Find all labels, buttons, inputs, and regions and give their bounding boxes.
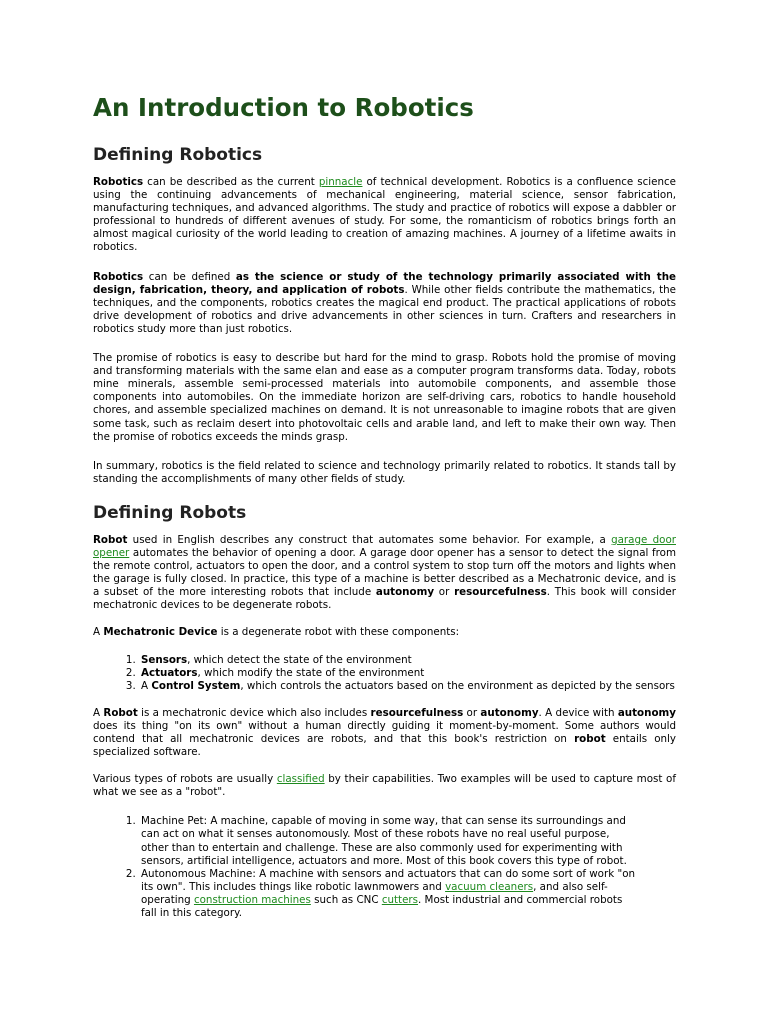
robot-types-list xyxy=(93,815,676,920)
bold-term: autonomy xyxy=(375,586,435,599)
section-heading-defining-robots: Defining Robots xyxy=(93,502,247,523)
link-classified[interactable]: classified xyxy=(276,773,325,786)
bold-term: Robotics xyxy=(93,176,144,188)
paragraph: The promise of robotics is easy to describe but hard for the mind to grasp. Robots hold the promise of moving and transforming materials with the same elan and ease as a computer program transforms data. Today, robots mine minerals, assemble semi-processed materials into automobile components, and assemble those components into automobiles. On the immediate horizon are self-driving cars, robotics to handle household chores, and assemble specialized machines on demand. It is not unreasonable to imagine robots that are given some task, such as reclaim desert into photovoltaic cells and arable land, and left to make their own way. Then the promise of robotics exceeds the minds grasp. xyxy=(93,352,676,443)
paragraph: A Mechatronic Device is a degenerate robot with these components: xyxy=(93,626,460,639)
section-heading-defining-robotics: Defining Robotics xyxy=(93,145,263,165)
list-item: 1. Machine Pet: A machine, capable of moving in some way, that can sense its surroundings and can act on what it senses autonomously. Most of these robots have no real useful purpose, other than to entertain and challenge. These are also commonly used for experimenting with sensors, artificial intelligence, actuators and more. Most of this book covers this type of robot. xyxy=(139,815,638,867)
page-title: An Introduction to Robotics xyxy=(93,93,474,122)
components-list xyxy=(93,654,676,693)
paragraph: Robot used in English describes any construct that automates some behavior. For example, a garage door opener automates the behavior of opening a door. A garage door opener has a sensor to detect the signal from the remote control, actuators to open the door, and a control system to stop turn off the motors and lights when the garage is fully closed. In practice, this type of a machine is better described as a Mechatronic device, and is a subset of the more interesting robots that include autonomy or resourcefulness. This book will consider mechatronic devices to be degenerate robots. xyxy=(93,533,676,612)
link-pinnacle[interactable]: pinnacle xyxy=(318,176,363,188)
link-garage-door-opener[interactable]: garage door opener xyxy=(93,533,676,559)
list-item: 2. Autonomous Machine: A machine with sensors and actuators that can do some sort of work "on its own". This includes things like robotic lawnmowers and vacuum cleaners, and also self-operating construction machines such as CNC cutters. Most industrial and commercial robots fall in this category. xyxy=(139,868,638,920)
paragraph: A Robot is a mechatronic device which also includes resourcefulness or autonomy. A device with autonomy does its thing "on its own" without a human directly guiding it moment-by-moment. Some authors would contend that all mechatronic devices are robots, and that this book's restriction on robot entails only specialized software. xyxy=(93,706,676,759)
link-vacuum-cleaners[interactable]: vacuum cleaners xyxy=(445,880,534,893)
bold-definition: as the science or study of the technology primarily associated with the design, fabrication, theory, and application of robots xyxy=(93,270,677,296)
list-item: 1. Sensors, which detect the state of the environment xyxy=(139,654,676,667)
bold-term: Robot xyxy=(93,533,128,546)
paragraph: In summary, robotics is the field related to science and technology primarily related to robotics. It stands tall by standing the accomplishments of many other fields of study. xyxy=(93,459,676,485)
list-item: 2. Actuators, which modify the state of the environment xyxy=(139,667,676,680)
list-item: 3. A Control System, which controls the actuators based on the environment as depicted by the sensors xyxy=(139,680,676,693)
link-construction-machines[interactable]: construction machines xyxy=(193,893,311,906)
article-content xyxy=(93,93,676,934)
link-cutters[interactable]: cutters xyxy=(381,893,419,906)
paragraph: Robotics can be defined as the science or study of the technology primarily associated with the design, fabrication, theory, and application of robots. While other fields contribute the mathematics, the techniques, and the components, robotics creates the magical end product. The practical applications of robots drive development of robotics and drive advancements in other sciences in turn. Crafters and researchers in robotics study more than just robotics. xyxy=(93,270,677,335)
bold-term: resourcefulness xyxy=(454,586,547,599)
paragraph: Robotics can be described as the current pinnacle of technical development. Robotics is a confluence science using the continuing advancements of mechanical engineering, material science, sensor fabrication, manufacturing techniques, and advanced algorithms. The study and practice of robotics will expose a dabbler or professional to hundreds of different avenues of study. For some, the romanticism of robotics brings forth an almost magical curiosity of the world leading to creation of amazing machines. A journey of a lifetime awaits in robotics. xyxy=(93,176,676,254)
bold-term: Mechatronic Device xyxy=(103,626,218,639)
bold-term: Robotics xyxy=(93,270,144,283)
paragraph: Various types of robots are usually classified by their capabilities. Two examples will be used to capture most of what we see as a "robot". xyxy=(93,773,676,799)
